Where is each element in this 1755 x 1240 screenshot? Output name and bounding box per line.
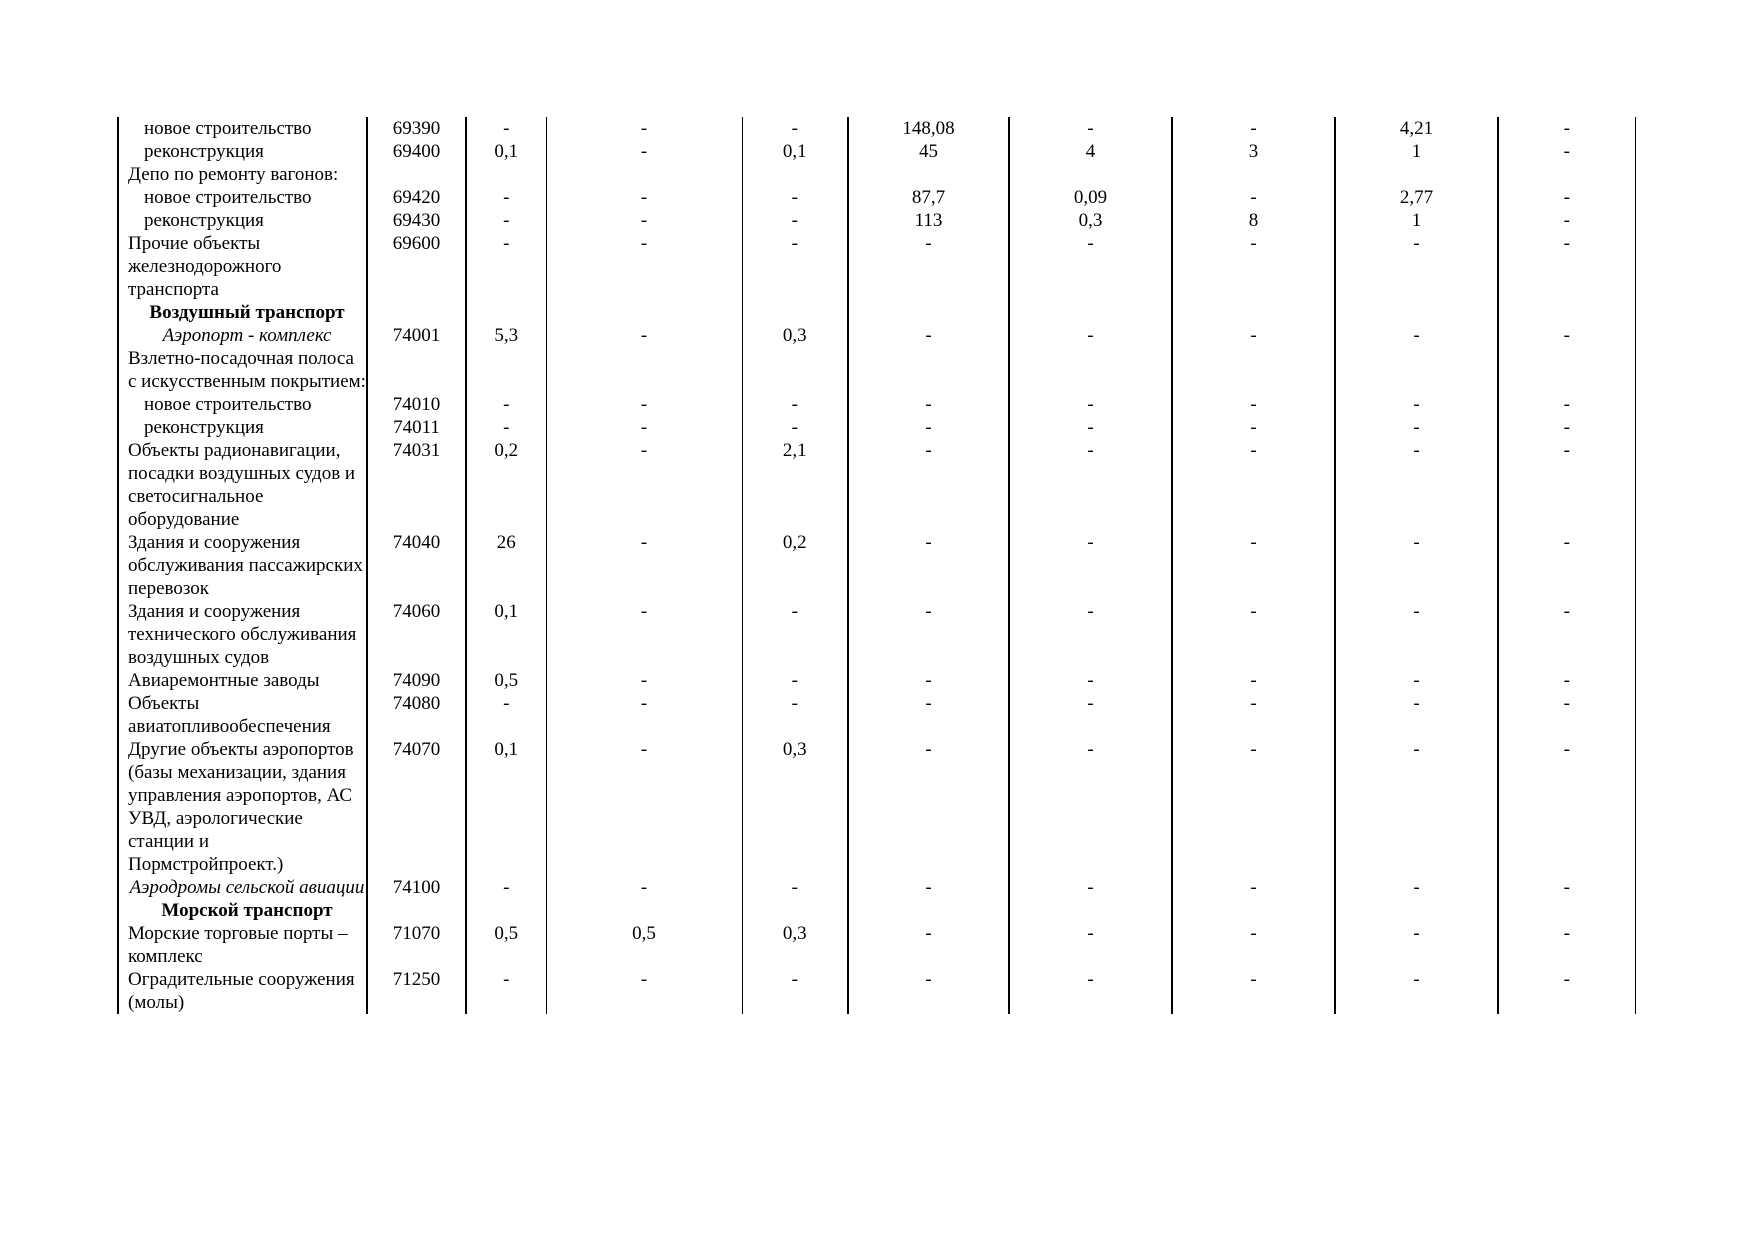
value-cell-col-7: - [1335,876,1498,899]
row-code: 69420 [367,186,466,209]
value-cell-col-8: - [1498,232,1635,301]
value-cell-col-5: - [1009,117,1172,140]
value-cell-col-2 [546,163,742,186]
value-cell-col-1: - [466,186,546,209]
row-name: Морские торговые порты – комплекс [118,922,367,968]
row-name: новое строительство [118,393,367,416]
row-code: 74011 [367,416,466,439]
value-cell-col-4: - [848,692,1009,738]
value-cell-col-5 [1009,899,1172,922]
value-cell-col-3: 0,3 [742,324,848,347]
value-cell-col-5: - [1009,232,1172,301]
value-cell-col-5 [1009,163,1172,186]
row-name: Аэродромы сельской авиации [118,876,367,899]
value-cell-col-1: - [466,968,546,1014]
row-name: Оградительные сооружения (молы) [118,968,367,1014]
value-cell-col-2: - [546,692,742,738]
value-cell-col-8: - [1498,669,1635,692]
value-cell-col-4: - [848,531,1009,600]
row-name: реконструкция [118,416,367,439]
value-cell-col-2: - [546,669,742,692]
table-row [118,163,1635,186]
value-cell-col-2: 0,5 [546,922,742,968]
value-cell-col-4: - [848,738,1009,876]
value-cell-col-2: - [546,209,742,232]
value-cell-col-2 [546,347,742,393]
value-cell-col-5 [1009,301,1172,324]
value-cell-col-8: - [1498,186,1635,209]
value-cell-col-6: - [1172,232,1335,301]
value-cell-col-2: - [546,738,742,876]
value-cell-col-8: - [1498,738,1635,876]
value-cell-col-4: - [848,876,1009,899]
row-code: 74080 [367,692,466,738]
value-cell-col-7: - [1335,439,1498,531]
row-code: 69600 [367,232,466,301]
value-cell-col-2: - [546,416,742,439]
table-body [118,117,1635,1014]
value-cell-col-3: - [742,232,848,301]
value-cell-col-3: 0,3 [742,738,848,876]
value-cell-col-1 [466,301,546,324]
table-row [118,140,1635,163]
row-code: 69390 [367,117,466,140]
table-row [118,232,1635,301]
value-cell-col-7 [1335,899,1498,922]
row-code: 71250 [367,968,466,1014]
table-row [118,324,1635,347]
value-cell-col-7: - [1335,531,1498,600]
value-cell-col-8: - [1498,140,1635,163]
value-cell-col-5: 4 [1009,140,1172,163]
table-row [118,209,1635,232]
value-cell-col-3: 0,1 [742,140,848,163]
value-cell-col-1: 0,1 [466,738,546,876]
row-name: Депо по ремонту вагонов: [118,163,367,186]
section-header-row [118,301,1635,324]
value-cell-col-7: 1 [1335,209,1498,232]
row-code: 74031 [367,439,466,531]
value-cell-col-2: - [546,186,742,209]
value-cell-col-8: - [1498,692,1635,738]
row-code: 69400 [367,140,466,163]
row-code: 69430 [367,209,466,232]
value-cell-col-4: - [848,922,1009,968]
value-cell-col-2: - [546,600,742,669]
table-row [118,692,1635,738]
value-cell-col-5: - [1009,738,1172,876]
value-cell-col-7 [1335,347,1498,393]
value-cell-col-5: - [1009,416,1172,439]
value-cell-col-6: - [1172,600,1335,669]
value-cell-col-3: - [742,600,848,669]
value-cell-col-1: 0,5 [466,669,546,692]
value-cell-col-6 [1172,301,1335,324]
value-cell-col-8: - [1498,922,1635,968]
value-cell-col-5: - [1009,968,1172,1014]
value-cell-col-2: - [546,324,742,347]
value-cell-col-1: - [466,209,546,232]
value-cell-col-5: - [1009,531,1172,600]
table-row [118,876,1635,899]
value-cell-col-3: - [742,692,848,738]
value-cell-col-7: - [1335,600,1498,669]
value-cell-col-6: - [1172,186,1335,209]
row-code [367,163,466,186]
value-cell-col-7 [1335,301,1498,324]
value-cell-col-5: - [1009,393,1172,416]
row-name: Прочие объекты железнодорожного транспорта [118,232,367,301]
value-cell-col-1: 0,1 [466,140,546,163]
value-cell-col-4: 87,7 [848,186,1009,209]
value-cell-col-1: - [466,416,546,439]
section-title: Воздушный транспорт [118,301,367,324]
value-cell-col-1 [466,899,546,922]
row-code: 74010 [367,393,466,416]
value-cell-col-1: - [466,876,546,899]
row-name: Здания и сооружения обслуживания пассажирских перевозок [118,531,367,600]
value-cell-col-2: - [546,439,742,531]
value-cell-col-3: - [742,393,848,416]
value-cell-col-7: - [1335,922,1498,968]
value-cell-col-6: 3 [1172,140,1335,163]
table-row [118,186,1635,209]
value-cell-col-6 [1172,163,1335,186]
value-cell-col-6: - [1172,968,1335,1014]
value-cell-col-4: - [848,669,1009,692]
table-row [118,600,1635,669]
value-cell-col-7: - [1335,393,1498,416]
value-cell-col-2: - [546,140,742,163]
value-cell-col-5: 0,3 [1009,209,1172,232]
value-cell-col-5: - [1009,439,1172,531]
value-cell-col-8: - [1498,324,1635,347]
row-code: 74100 [367,876,466,899]
table-row [118,968,1635,1014]
value-cell-col-4 [848,301,1009,324]
row-code [367,899,466,922]
value-cell-col-1: 0,5 [466,922,546,968]
row-name: Другие объекты аэропортов (базы механизации, здания управления аэропортов, АС УВД, аэрологические станции и Пормстройпроект.) [118,738,367,876]
value-cell-col-6: - [1172,692,1335,738]
value-cell-col-4: - [848,232,1009,301]
value-cell-col-6: - [1172,876,1335,899]
value-cell-col-1: - [466,232,546,301]
table-row [118,439,1635,531]
value-cell-col-4 [848,163,1009,186]
value-cell-col-8: - [1498,531,1635,600]
table-row [118,393,1635,416]
value-cell-col-4: - [848,416,1009,439]
value-cell-col-7: - [1335,968,1498,1014]
value-cell-col-3: - [742,117,848,140]
value-cell-col-1 [466,163,546,186]
value-cell-col-8: - [1498,600,1635,669]
value-cell-col-4 [848,347,1009,393]
value-cell-col-6: - [1172,439,1335,531]
value-cell-col-8: - [1498,416,1635,439]
value-cell-col-5: - [1009,600,1172,669]
row-code [367,301,466,324]
row-code: 74070 [367,738,466,876]
value-cell-col-4: 113 [848,209,1009,232]
value-cell-col-6: - [1172,324,1335,347]
row-name: новое строительство [118,186,367,209]
value-cell-col-7: 2,77 [1335,186,1498,209]
value-cell-col-7: 1 [1335,140,1498,163]
row-code [367,347,466,393]
value-cell-col-4: - [848,968,1009,1014]
value-cell-col-4: - [848,393,1009,416]
value-cell-col-5: - [1009,324,1172,347]
value-cell-col-8: - [1498,876,1635,899]
section-title: Морской транспорт [118,899,367,922]
value-cell-col-2: - [546,117,742,140]
value-cell-col-8: - [1498,439,1635,531]
value-cell-col-6 [1172,899,1335,922]
value-cell-col-7: - [1335,738,1498,876]
value-cell-col-6: - [1172,393,1335,416]
value-cell-col-5: - [1009,876,1172,899]
value-cell-col-2 [546,899,742,922]
row-name: Взлетно-посадочная полоса с искусственным покрытием: [118,347,367,393]
row-name: Объекты радионавигации, посадки воздушных судов и светосигнальное оборудование [118,439,367,531]
value-cell-col-1: - [466,117,546,140]
value-cell-col-2: - [546,876,742,899]
table-row [118,347,1635,393]
value-cell-col-7 [1335,163,1498,186]
value-cell-col-4 [848,899,1009,922]
value-cell-col-5: - [1009,922,1172,968]
value-cell-col-1: 0,2 [466,439,546,531]
value-cell-col-3 [742,347,848,393]
value-cell-col-1: 5,3 [466,324,546,347]
value-cell-col-7: - [1335,416,1498,439]
value-cell-col-3: - [742,876,848,899]
value-cell-col-1: - [466,393,546,416]
row-name: Аэропорт - комплекс [118,324,367,347]
value-cell-col-3: 0,3 [742,922,848,968]
row-name: Объекты авиатопливообеспечения [118,692,367,738]
value-cell-col-6: 8 [1172,209,1335,232]
value-cell-col-1: - [466,692,546,738]
table-row [118,531,1635,600]
value-cell-col-8 [1498,163,1635,186]
value-cell-col-5: - [1009,669,1172,692]
value-cell-col-6: - [1172,117,1335,140]
table-row [118,922,1635,968]
row-code: 71070 [367,922,466,968]
value-cell-col-7: 4,21 [1335,117,1498,140]
row-code: 74090 [367,669,466,692]
value-cell-col-8: - [1498,968,1635,1014]
value-cell-col-7: - [1335,669,1498,692]
value-cell-col-1: 26 [466,531,546,600]
table-row [118,738,1635,876]
value-cell-col-8 [1498,899,1635,922]
value-cell-col-6 [1172,347,1335,393]
value-cell-col-2: - [546,531,742,600]
row-name: реконструкция [118,140,367,163]
value-cell-col-8 [1498,347,1635,393]
value-cell-col-6: - [1172,531,1335,600]
row-name: новое строительство [118,117,367,140]
table-row [118,117,1635,140]
value-cell-col-3 [742,301,848,324]
value-cell-col-7: - [1335,324,1498,347]
value-cell-col-4: - [848,600,1009,669]
value-cell-col-7: - [1335,232,1498,301]
value-cell-col-6: - [1172,416,1335,439]
value-cell-col-8: - [1498,117,1635,140]
value-cell-col-1 [466,347,546,393]
value-cell-col-4: 45 [848,140,1009,163]
value-cell-col-4: - [848,324,1009,347]
row-name: Авиаремонтные заводы [118,669,367,692]
value-cell-col-3: - [742,416,848,439]
value-cell-col-3: - [742,209,848,232]
section-header-row [118,899,1635,922]
value-cell-col-6: - [1172,922,1335,968]
table-row [118,416,1635,439]
value-cell-col-5 [1009,347,1172,393]
row-code: 74040 [367,531,466,600]
value-cell-col-3: - [742,669,848,692]
value-cell-col-3 [742,899,848,922]
value-cell-col-8 [1498,301,1635,324]
value-cell-col-3: - [742,186,848,209]
row-code: 74060 [367,600,466,669]
row-code: 74001 [367,324,466,347]
value-cell-col-2: - [546,968,742,1014]
row-name: реконструкция [118,209,367,232]
value-cell-col-7: - [1335,692,1498,738]
value-cell-col-8: - [1498,393,1635,416]
value-cell-col-3: 2,1 [742,439,848,531]
value-cell-col-1: 0,1 [466,600,546,669]
value-cell-col-2 [546,301,742,324]
value-cell-col-5: - [1009,692,1172,738]
value-cell-col-6: - [1172,738,1335,876]
value-cell-col-4: - [848,439,1009,531]
value-cell-col-3 [742,163,848,186]
value-cell-col-4: 148,08 [848,117,1009,140]
data-table [117,117,1636,1014]
row-name: Здания и сооружения технического обслуживания воздушных судов [118,600,367,669]
value-cell-col-3: 0,2 [742,531,848,600]
value-cell-col-5: 0,09 [1009,186,1172,209]
value-cell-col-2: - [546,232,742,301]
value-cell-col-2: - [546,393,742,416]
value-cell-col-6: - [1172,669,1335,692]
table-row [118,669,1635,692]
value-cell-col-8: - [1498,209,1635,232]
value-cell-col-3: - [742,968,848,1014]
